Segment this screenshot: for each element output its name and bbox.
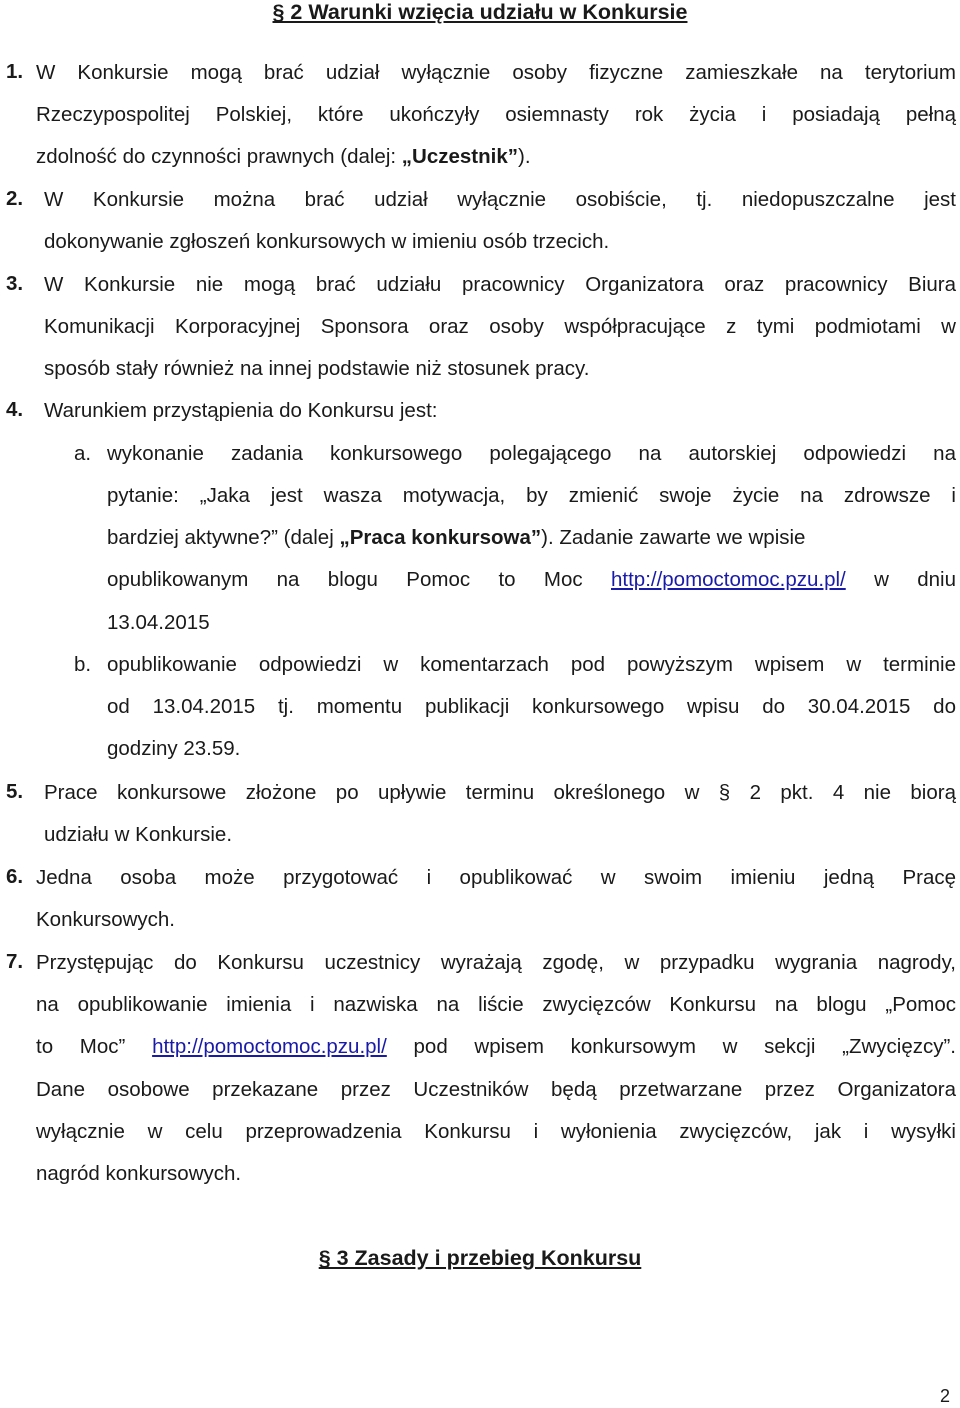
- item-4a-text-end: ). Zadanie zawarte we wpisie: [541, 526, 806, 549]
- sub-item-letter-b: b.: [74, 653, 92, 676]
- uczestnik-term: „Uczestnik”: [401, 145, 518, 168]
- item-7-line-5: wyłącznie w celu przeprowadzenia Konkursu i wyłonienia zwycięzców, jak i wysyłki: [36, 1120, 956, 1143]
- item-1-text: zdolność do czynności prawnych (dalej:: [36, 145, 402, 168]
- item-4a-line-3: [107, 525, 956, 551]
- item-7-text-end: pod wpisem konkursowym w sekcji „Zwycięzcy”.: [386, 1035, 957, 1058]
- item-4a-blog-text: opublikowanym na blogu Pomoc to Moc: [107, 568, 611, 591]
- item-number: 7.: [6, 950, 24, 973]
- item-1-line-3: [36, 144, 531, 170]
- item-number: 5.: [6, 780, 24, 803]
- item-2-line-1: W Konkursie można brać udział wyłącznie osobiście, tj. niedopuszczalne jest: [44, 188, 956, 211]
- item-3-line-1: W Konkursie nie mogą brać udziału pracownicy Organizatora oraz pracownicy Biura: [44, 273, 956, 296]
- item-number: 4.: [6, 398, 24, 421]
- item-2-line-2: dokonywanie zgłoszeń konkursowych w imieniu osób trzecich.: [44, 230, 610, 253]
- item-4a-line-2: pytanie: „Jaka jest wasza motywacja, by zmienić swoje życie na zdrowsze i: [107, 484, 956, 507]
- item-7-text: to Moc”: [36, 1035, 153, 1058]
- item-4b-line-1: opublikowanie odpowiedzi w komentarzach pod powyższym wpisem w terminie: [107, 653, 956, 676]
- item-5-line-2: udziału w Konkursie.: [44, 823, 233, 846]
- item-7-line-6: nagród konkursowych.: [36, 1162, 242, 1185]
- item-4a-line-5: 13.04.2015: [107, 611, 210, 634]
- item-4b-line-2: od 13.04.2015 tj. momentu publikacji konkursowego wpisu do 30.04.2015 do: [107, 695, 956, 718]
- item-4a-text: bardziej aktywne?” (dalej: [107, 526, 340, 549]
- item-6-line-1: Jedna osoba może przygotować i opublikować w swoim imieniu jedną Pracę: [36, 866, 956, 889]
- item-number: 1.: [6, 60, 24, 83]
- page-number: 2: [939, 1386, 950, 1406]
- blog-link[interactable]: http://pomoctomoc.pzu.pl/: [152, 1035, 387, 1058]
- item-5-line-1: Prace konkursowe złożone po upływie terminu określonego w § 2 pkt. 4 nie biorą: [44, 781, 956, 804]
- item-4a-line-1: wykonanie zadania konkursowego polegającego na autorskiej odpowiedzi na: [107, 442, 956, 465]
- item-7-line-1: Przystępując do Konkursu uczestnicy wyrażają zgodę, w przypadku wygrania nagrody,: [36, 951, 956, 974]
- item-7-line-4: Dane osobowe przekazane przez Uczestników będą przetwarzane przez Organizatora: [36, 1078, 956, 1101]
- item-3-line-3: sposób stały również na innej podstawie niż stosunek pracy.: [44, 357, 590, 380]
- item-6-line-2: Konkursowych.: [36, 908, 176, 931]
- item-number: 6.: [6, 865, 24, 888]
- praca-konkursowa-term: „Praca konkursowa”: [339, 526, 542, 549]
- item-number: 3.: [6, 272, 24, 295]
- item-1-line-2: Rzeczypospolitej Polskiej, które ukończyły osiemnasty rok życia i posiadają pełną: [36, 103, 956, 126]
- item-7-line-2: na opublikowanie imienia i nazwiska na liście zwycięzców Konkursu na blogu „Pomoc: [36, 993, 956, 1016]
- item-4a-date-text: w dniu: [845, 568, 956, 591]
- item-4-line-1: Warunkiem przystąpienia do Konkursu jest:: [44, 399, 438, 422]
- item-1-line-1: W Konkursie mogą brać udział wyłącznie osoby fizyczne zamieszkałe na terytorium: [36, 61, 956, 84]
- item-1-text-end: ).: [518, 145, 531, 168]
- blog-link[interactable]: http://pomoctomoc.pzu.pl/: [611, 568, 846, 591]
- item-number: 2.: [6, 187, 24, 210]
- item-3-line-2: Komunikacji Korporacyjnej Sponsora oraz osoby współpracujące z tymi podmiotami w: [44, 315, 956, 338]
- item-4a-line-4: [107, 567, 956, 593]
- item-4b-line-3: godziny 23.59.: [107, 737, 241, 760]
- item-7-line-3: [36, 1034, 956, 1060]
- section-3-heading: § 3 Zasady i przebieg Konkursu: [318, 1246, 642, 1270]
- sub-item-letter-a: a.: [74, 442, 92, 465]
- section-2-heading: § 2 Warunki wzięcia udziału w Konkursie: [272, 0, 688, 24]
